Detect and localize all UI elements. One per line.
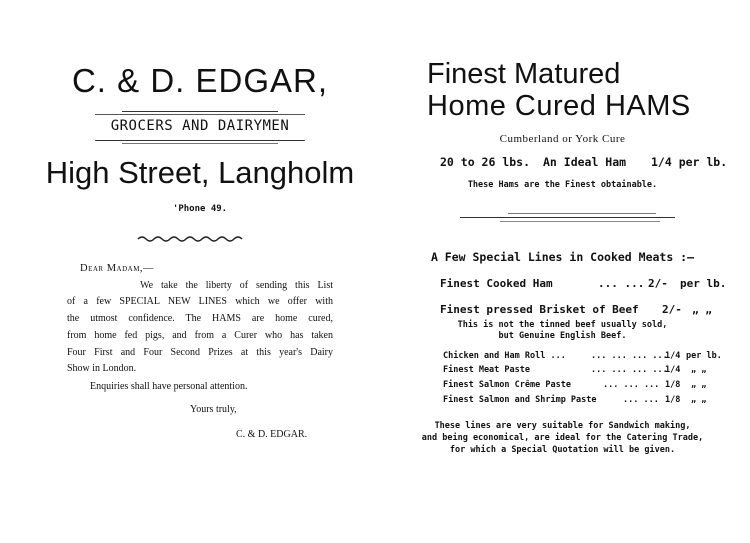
body-text: Show in London. bbox=[67, 363, 137, 374]
item-name: Finest Salmon Crême Paste bbox=[443, 380, 571, 390]
item-dots: ... ... ... ... bbox=[591, 365, 668, 375]
item-unit: per lb. bbox=[680, 277, 727, 290]
item-dots: ... ... bbox=[598, 277, 645, 290]
firm-name: C. & D. EDGAR, bbox=[71, 62, 329, 99]
item-unit: „ „ bbox=[691, 365, 707, 375]
bottom-note-line: and being economical, are ideal for the Catering Trade, bbox=[421, 433, 704, 443]
bottom-rule bbox=[95, 140, 305, 141]
body-text: from home fed pigs, and from a Curer who has taken bbox=[67, 330, 333, 341]
finest-note: These Hams are the Finest obtainable. bbox=[467, 180, 658, 190]
ham-label: An Ideal Ham bbox=[543, 155, 627, 169]
body-line bbox=[67, 347, 333, 358]
item-name: Finest Cooked Ham bbox=[440, 277, 553, 290]
item-name: Finest pressed Brisket of Beef bbox=[440, 303, 639, 316]
item-price: 1/4 bbox=[665, 351, 681, 361]
body-text: the utmost confidence. The HAMS are home cured, bbox=[67, 313, 333, 324]
special-lines-heading: A Few Special Lines in Cooked Meats :— bbox=[430, 250, 695, 264]
item-unit: „ „ bbox=[691, 395, 707, 405]
trade-line: GROCERS AND DAIRYMEN bbox=[110, 118, 290, 134]
bottom-rule-2 bbox=[122, 143, 278, 144]
body-line bbox=[67, 296, 333, 307]
phone-number: 'Phone 49. bbox=[172, 204, 228, 214]
item-name: Finest Salmon and Shrimp Paste bbox=[443, 395, 597, 405]
item-price: 1/8 bbox=[665, 395, 681, 405]
heading-line-1: Finest Matured bbox=[427, 58, 621, 90]
item-price: 1/4 bbox=[665, 365, 681, 375]
item-dots: ... ... ... ... bbox=[591, 351, 668, 361]
signature: C. & D. EDGAR. bbox=[236, 429, 308, 440]
right-rule-3 bbox=[500, 221, 660, 222]
body-line bbox=[140, 280, 333, 291]
item-name: Finest Meat Paste bbox=[443, 365, 530, 375]
closing: Yours truly, bbox=[190, 404, 237, 415]
cure-line: Cumberland or York Cure bbox=[499, 133, 626, 145]
item-unit: per lb. bbox=[686, 351, 722, 361]
right-rule bbox=[508, 213, 656, 214]
body-line bbox=[67, 330, 333, 341]
address: High Street, Langholm bbox=[45, 155, 355, 190]
top-rule bbox=[122, 111, 278, 112]
brisket-note-2: but Genuine English Beef. bbox=[498, 331, 627, 341]
body-line bbox=[67, 313, 333, 324]
bottom-note bbox=[375, 420, 750, 456]
item-dots: ... ... bbox=[623, 395, 659, 405]
salutation: Dear Madam,— bbox=[80, 263, 155, 274]
item-dots: ... ... ... bbox=[603, 380, 660, 390]
right-rule-2 bbox=[460, 217, 675, 218]
top-rule-2 bbox=[95, 114, 305, 115]
body-text: We take the liberty of sending this List bbox=[140, 280, 333, 291]
ham-price: 1/4 per lb. bbox=[651, 155, 728, 169]
heading-line-2: Home Cured HAMS bbox=[427, 90, 691, 122]
bottom-note-line: These lines are very suitable for Sandwich making, bbox=[434, 421, 691, 431]
body-text: Four First and Four Second Prizes at this year's Dairy bbox=[67, 347, 333, 358]
item-unit: „ „ bbox=[691, 380, 707, 390]
item-price: 1/8 bbox=[665, 380, 681, 390]
ham-weight: 20 to 26 lbs. bbox=[440, 155, 531, 169]
right-page bbox=[375, 0, 750, 543]
item-price: 2/- bbox=[648, 277, 668, 290]
item-unit: „ „ bbox=[692, 303, 712, 316]
enquiries-line: Enquiries shall have personal attention. bbox=[90, 381, 248, 392]
ornament-squiggle bbox=[136, 234, 251, 244]
brisket-note-1: This is not the tinned beef usually sold, bbox=[457, 320, 668, 330]
body-line bbox=[67, 363, 333, 374]
item-name: Chicken and Ham Roll ... bbox=[443, 351, 566, 361]
body-text: of a few SPECIAL NEW LINES which we offer with bbox=[67, 296, 333, 307]
item-price: 2/- bbox=[662, 303, 682, 316]
bottom-note-line: for which a Special Quotation will be given. bbox=[449, 445, 676, 455]
